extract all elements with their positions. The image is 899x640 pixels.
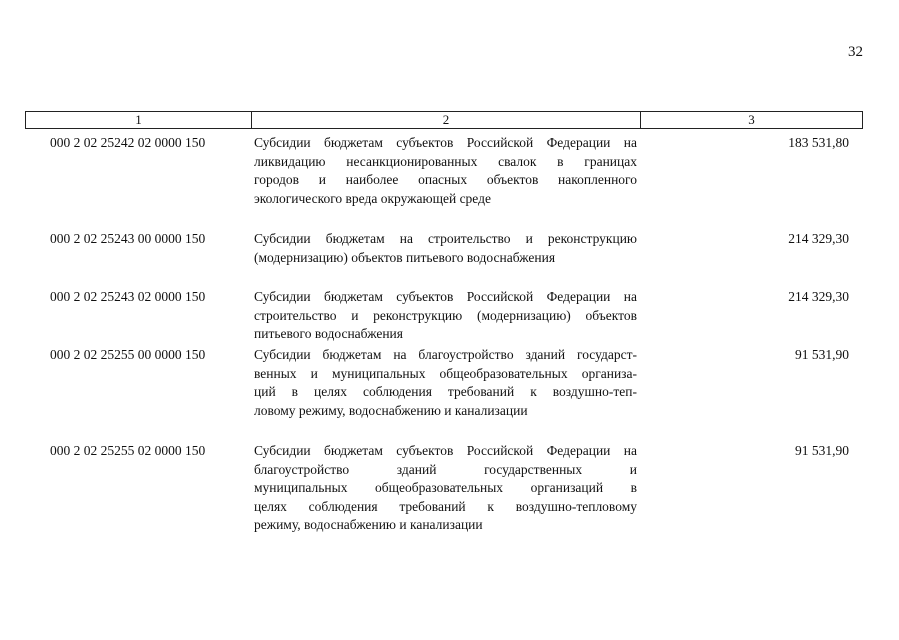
row-description	[254, 346, 637, 420]
description-line: Субсидии бюджетам на строительство и реконструкцию	[254, 231, 637, 246]
table-header	[25, 111, 863, 129]
description-line: муниципальных общеобразовательных организаций в	[254, 480, 637, 495]
budget-code: 000 2 02 25255 02 0000 150	[50, 443, 206, 458]
description-line: целях соблюдения требований к воздушно-тепловому	[254, 498, 637, 514]
row-description	[254, 442, 637, 535]
row-description	[254, 230, 637, 267]
budget-code: 000 2 02 25255 00 0000 150	[50, 347, 206, 362]
description-line: Субсидии бюджетам субъектов Российской Федерации на	[254, 135, 637, 150]
description-line: Субсидии бюджетам субъектов Российской Федерации на	[254, 289, 637, 304]
row-amount: 183 531,80	[788, 135, 849, 150]
budget-code: 000 2 02 25243 00 0000 150	[50, 231, 206, 246]
header-col-1: 1	[26, 112, 252, 128]
description-line: городов и наиболее опасных объектов накопленного	[254, 172, 637, 187]
header-col-2: 2	[252, 112, 641, 128]
description-line: ций в целях соблюдения требований к воздушно-теп-	[254, 384, 637, 399]
row-amount: 214 329,30	[788, 231, 849, 246]
row-amount: 91 531,90	[795, 443, 849, 458]
description-line: экологического вреда окружающей среде	[254, 190, 491, 206]
budget-code: 000 2 02 25243 02 0000 150	[50, 289, 206, 304]
header-col-3: 3	[748, 112, 755, 127]
row-amount: 214 329,30	[788, 289, 849, 304]
description-line: Субсидии бюджетам субъектов Российской Федерации на	[254, 443, 637, 458]
description-line: ликвидацию несанкционированных свалок в границах	[254, 153, 637, 169]
description-line: режиму, водоснабжению и канализации	[254, 517, 483, 532]
row-description	[254, 134, 637, 208]
description-line: венных и муниципальных общеобразовательных организа-	[254, 365, 637, 381]
description-line: благоустройство зданий государственных и	[254, 461, 637, 477]
row-description	[254, 288, 637, 344]
page-number: 32	[848, 44, 863, 60]
description-line: (модернизацию) объектов питьевого водоснабжения	[254, 249, 556, 265]
description-line: питьевого водоснабжения	[254, 326, 403, 341]
budget-code: 000 2 02 25242 02 0000 150	[50, 135, 206, 150]
row-amount: 91 531,90	[795, 347, 849, 362]
description-line: строительство и реконструкцию (модернизацию) объектов	[254, 307, 637, 323]
description-line: ловому режиму, водоснабжению и канализации	[254, 402, 528, 418]
description-line: Субсидии бюджетам на благоустройство зданий государст-	[254, 347, 637, 362]
